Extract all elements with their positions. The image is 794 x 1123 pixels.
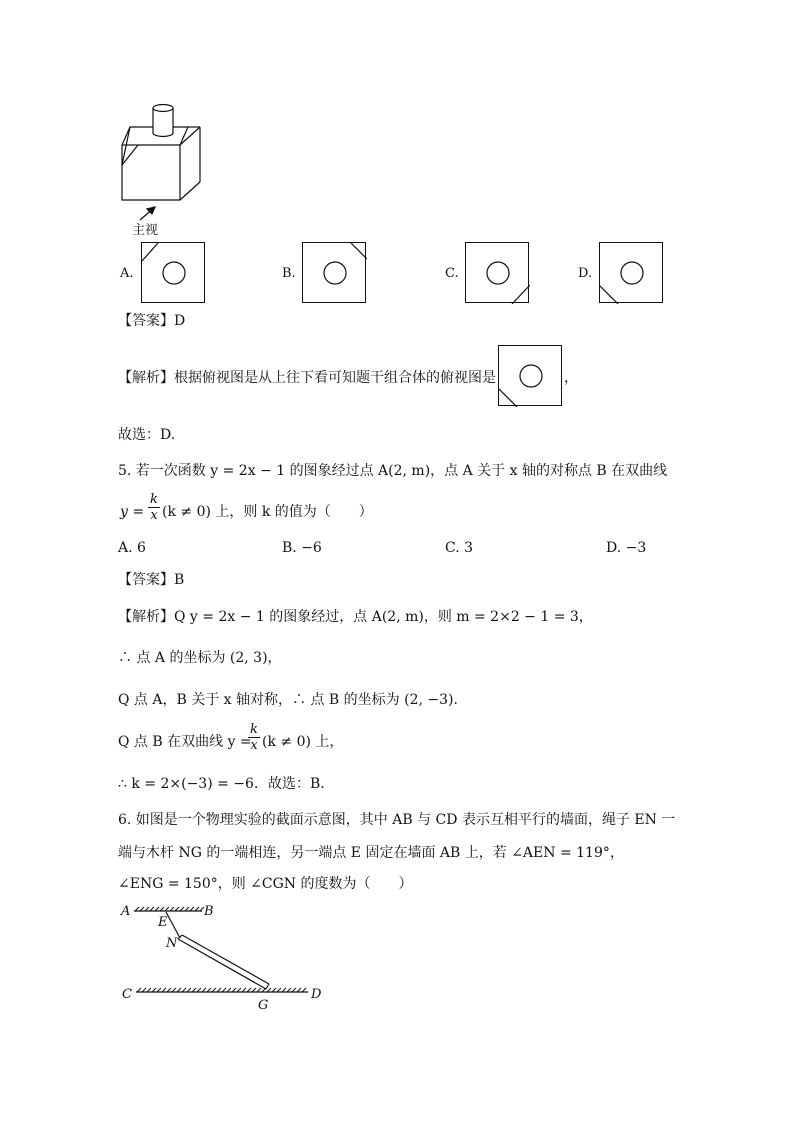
q5-line1: 5. 若一次函数 y = 2x − 1 的图象经过点 A(2, m)，点 A 关于 x 轴的对称点 B 在双曲线 — [118, 463, 668, 479]
label-c: C — [122, 987, 132, 1002]
option-a-square — [141, 242, 205, 303]
q5-analysis-frac-den: x — [250, 738, 258, 753]
q5-option-d: D. −3 — [606, 540, 647, 556]
q5-analysis-4-suffix: (k ≠ 0) 上， — [262, 734, 344, 750]
option-d-label: D. — [578, 266, 593, 281]
q5-analysis-fraction — [248, 722, 260, 753]
q5-option-c: C. 3 — [445, 540, 474, 556]
q6-figure — [118, 903, 330, 1015]
option-c-label: C. — [445, 266, 459, 281]
label-a: A — [121, 904, 131, 919]
option-b-square — [302, 242, 366, 303]
q5-option-b: B. −6 — [282, 540, 322, 556]
q5-frac-num: k — [150, 492, 158, 507]
option-a-label: A. — [120, 266, 134, 281]
label-g: G — [258, 998, 269, 1013]
q6-line2: 端与木杆 NG 的一端相连，另一端点 E 固定在墙面 AB 上，若 ∠AEN = 119°， — [118, 845, 624, 861]
q5-frac-lhs: y = — [120, 504, 145, 520]
q5-line2: (k ≠ 0) 上，则 k 的值为（ ） — [162, 504, 373, 520]
conclusion-q4: 故选：D. — [118, 427, 176, 443]
option-c-square — [465, 242, 529, 303]
option-d-square — [599, 242, 663, 303]
q5-analysis-frac-num: k — [250, 722, 258, 737]
q5-analysis-3: Q 点 A，B 关于 x 轴对称，∴ 点 B 的坐标为 (2, −3)． — [118, 692, 468, 708]
analysis-q4: 【解析】根据俯视图是从上往下看可知题干组合体的俯视图是 — [118, 370, 496, 386]
view-label: 主视 — [132, 223, 159, 238]
option-b-label: B. — [282, 266, 296, 281]
q6-line1: 6. 如图是一个物理实验的截面示意图，其中 AB 与 CD 表示互相平行的墙面，绳子 EN 一 — [118, 812, 676, 828]
q5-analysis-4-prefix: Q 点 B 在双曲线 y = — [118, 734, 252, 750]
label-e: E — [158, 915, 168, 930]
answer-q5: 【答案】B — [118, 572, 185, 588]
answer-q4: 【答案】D — [118, 313, 186, 329]
label-d: D — [311, 987, 322, 1002]
q5-fraction — [148, 492, 160, 523]
q6-line3: ∠ENG = 150°，则 ∠CGN 的度数为（ ） — [118, 876, 413, 892]
solid-figure — [118, 100, 208, 232]
q5-analysis-1: 【解析】Q y = 2x − 1 的图象经过，点 A(2, m)，则 m = 2×2 − 1 = 3， — [118, 609, 593, 625]
analysis-q4-tail: ， — [564, 370, 578, 386]
analysis-q4-square — [498, 345, 562, 406]
q5-analysis-5: ∴ k = 2×(−3) = −6．故选：B． — [118, 776, 335, 792]
label-b: B — [204, 904, 214, 919]
q5-frac-den: x — [150, 508, 158, 523]
q5-analysis-2: ∴ 点 A 的坐标为 (2, 3)， — [118, 650, 282, 666]
q5-option-a: A. 6 — [118, 540, 146, 556]
label-n: N — [166, 936, 178, 951]
